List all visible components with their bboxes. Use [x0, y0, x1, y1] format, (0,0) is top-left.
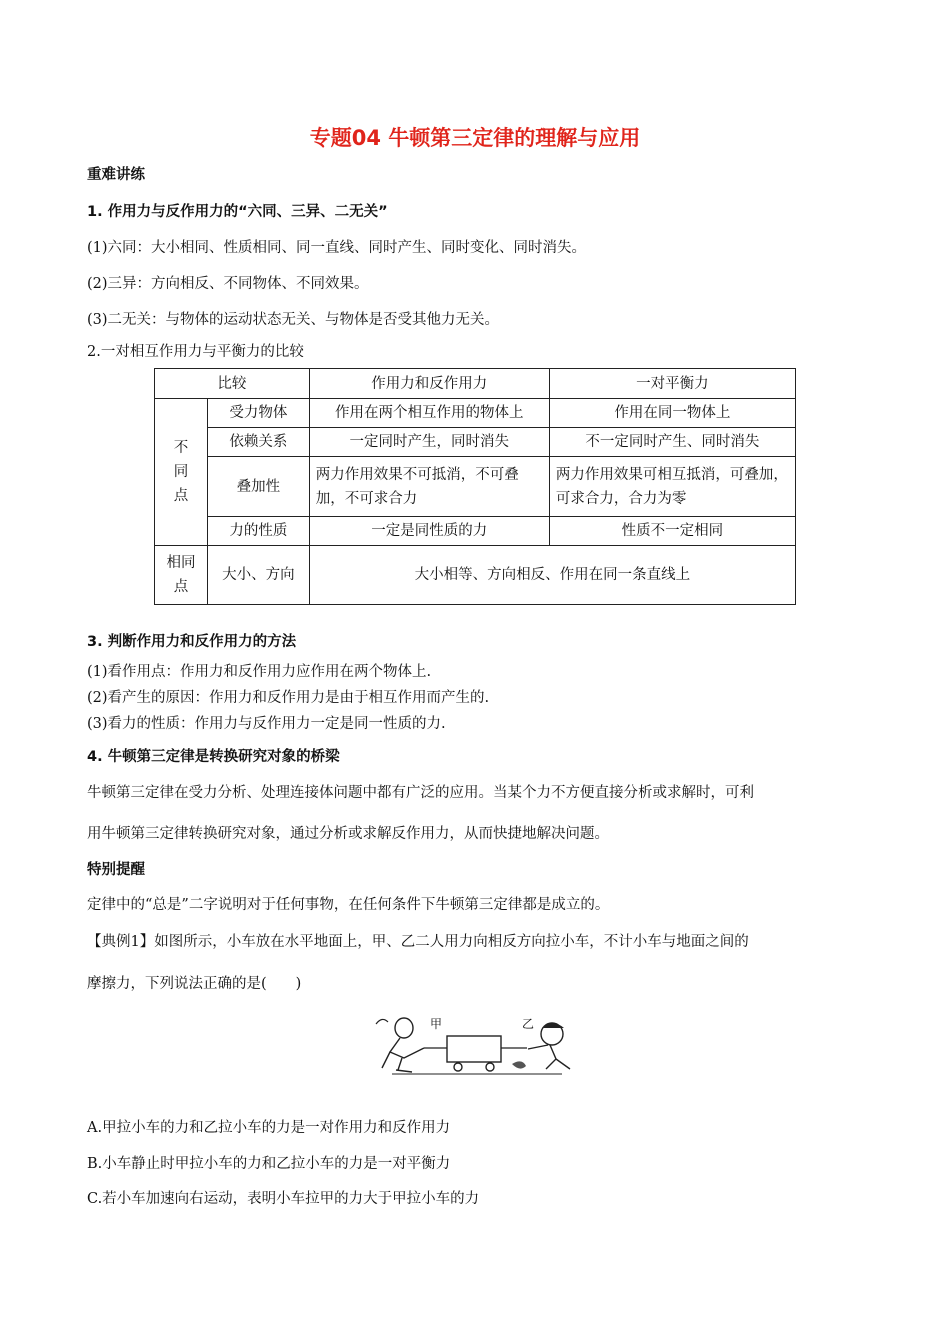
table-cell: 两力作用效果不可抵消，不可叠加，不可求合力	[309, 457, 549, 517]
table-header-row	[155, 369, 796, 399]
example-question-line: 摩擦力，下列说法正确的是( )	[87, 976, 302, 992]
point3-line: (3)看力的性质：作用力与反作用力一定是同一性质的力.	[87, 716, 446, 732]
table-cell: 大小、方向	[207, 546, 309, 605]
same-label: 相同点	[155, 546, 208, 605]
diff-label: 不同点	[155, 399, 208, 546]
table-cell: 作用在同一物体上	[549, 399, 795, 428]
point3-heading: 3. 判断作用力和反作用力的方法	[87, 634, 297, 650]
table-cell: 受力物体	[207, 399, 309, 428]
comparison-table	[154, 368, 796, 605]
table-cell: 作用在两个相互作用的物体上	[309, 399, 549, 428]
point4-line: 用牛顿第三定律转换研究对象，通过分析或求解反作用力，从而快捷地解决问题。	[87, 826, 609, 842]
point1-line: (3)二无关：与物体的运动状态无关、与物体是否受其他力无关。	[87, 312, 500, 328]
table-cell: 不一定同时产生、同时消失	[549, 428, 795, 457]
point3-line: (2)看产生的原因：作用力和反作用力是由于相互作用而产生的.	[87, 690, 490, 706]
point1-line: (2)三异：方向相反、不同物体、不同效果。	[87, 276, 369, 292]
table-cell: 两力作用效果可相互抵消，可叠加，可求合力，合力为零	[549, 457, 795, 517]
table-row	[155, 399, 796, 428]
table-cell: 大小相等、方向相反、作用在同一条直线上	[309, 546, 795, 605]
reminder-heading: 特别提醒	[87, 862, 145, 878]
table-row	[155, 546, 796, 605]
point1-heading: 1. 作用力与反作用力的“六同、三异、二无关”	[87, 204, 388, 220]
header-cell: 比较	[155, 369, 310, 399]
point4-heading: 4. 牛顿第三定律是转换研究对象的桥梁	[87, 749, 340, 765]
figure-label-jia: 甲	[430, 1017, 443, 1031]
point1-line: (1)六同：大小相同、性质相同、同一直线、同时产生、同时变化、同时消失。	[87, 240, 587, 256]
example-question-line: 【典例1】如图所示，小车放在水平地面上，甲、乙二人用力向相反方向拉小车，不计小车与地面之间的	[87, 934, 749, 950]
page-title: 专题04 牛顿第三定律的理解与应用	[309, 126, 641, 150]
option-c: C.若小车加速向右运动，表明小车拉甲的力大于甲拉小车的力	[87, 1191, 480, 1207]
header-cell: 一对平衡力	[549, 369, 795, 399]
option-a: A.甲拉小车的力和乙拉小车的力是一对作用力和反作用力	[87, 1120, 451, 1136]
table-row	[155, 517, 796, 546]
table-cell: 力的性质	[207, 517, 309, 546]
tug-of-war-figure	[372, 1012, 580, 1076]
table-row	[155, 428, 796, 457]
table-cell: 依赖关系	[207, 428, 309, 457]
option-b: B.小车静止时甲拉小车的力和乙拉小车的力是一对平衡力	[87, 1156, 451, 1172]
reminder-text: 定律中的“总是”二字说明对于任何事物，在任何条件下牛顿第三定律都是成立的。	[87, 897, 610, 913]
point2-heading: 2.一对相互作用力与平衡力的比较	[87, 344, 304, 360]
header-cell: 作用力和反作用力	[309, 369, 549, 399]
point4-line: 牛顿第三定律在受力分析、处理连接体问题中都有广泛的应用。当某个力不方便直接分析或求解时，可利	[87, 785, 754, 801]
figure-label-yi: 乙	[522, 1017, 535, 1031]
table-cell: 叠加性	[207, 457, 309, 517]
section-heading: 重难讲练	[87, 167, 145, 183]
table-row	[155, 457, 796, 517]
point3-line: (1)看作用点：作用力和反作用力应作用在两个物体上.	[87, 664, 432, 680]
figure-illustration	[372, 1012, 580, 1076]
table-cell: 性质不一定相同	[549, 517, 795, 546]
table-cell: 一定同时产生，同时消失	[309, 428, 549, 457]
table-cell: 一定是同性质的力	[309, 517, 549, 546]
